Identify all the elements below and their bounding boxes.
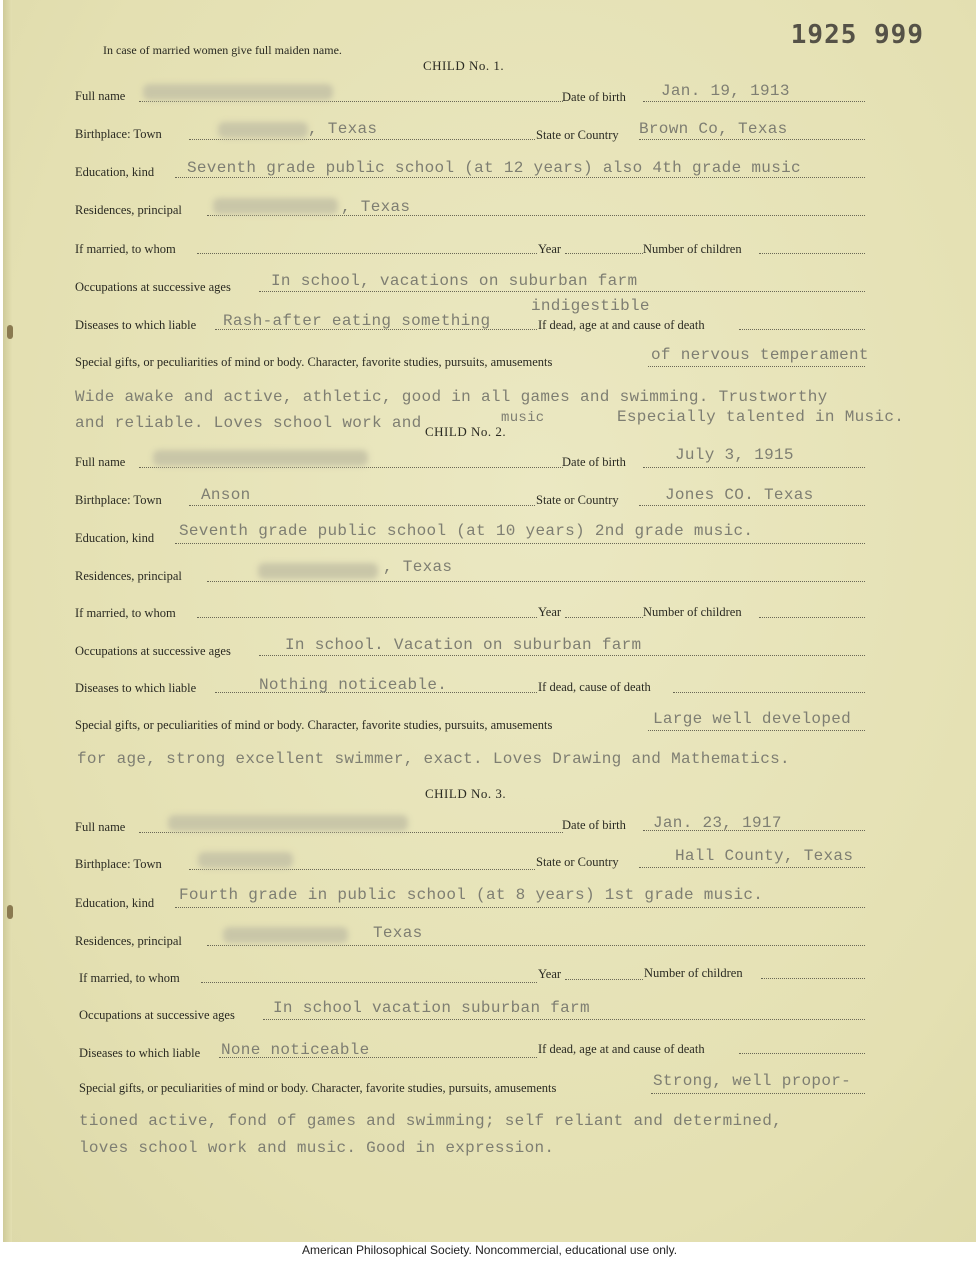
page-edge <box>3 0 12 1242</box>
label-birthplace: Birthplace: Town <box>75 493 162 507</box>
label-occupations: Occupations at successive ages <box>75 644 231 658</box>
child-2-dob: July 3, 1915 <box>675 446 794 464</box>
label-children: Number of children <box>643 605 742 619</box>
label-education: Education, kind <box>75 896 155 910</box>
fill-line <box>175 543 865 544</box>
fill-line <box>565 253 643 254</box>
child-3-residence: Texas <box>373 924 423 942</box>
fill-line <box>673 692 865 693</box>
binding-mark <box>7 325 13 339</box>
child-1-state: Brown Co, Texas <box>639 120 788 138</box>
label-state: State or Country <box>536 128 619 142</box>
maiden-name-note: In case of married women give full maiden name. <box>103 43 342 57</box>
redacted-residence <box>223 927 348 943</box>
label-dob: Date of birth <box>562 90 626 104</box>
fill-line <box>739 1053 865 1054</box>
child-1-gifts-3-insert: music <box>501 410 545 426</box>
fill-line <box>565 617 643 618</box>
fill-line <box>759 253 865 254</box>
fill-line <box>565 979 643 980</box>
child-2-state: Jones CO. Texas <box>665 486 814 504</box>
fill-line <box>207 945 865 946</box>
archive-credit-footer: American Philosophical Society. Noncommercial, educational use only. <box>301 1243 678 1257</box>
label-residences: Residences, principal <box>75 934 182 948</box>
fill-line <box>139 832 563 833</box>
fill-line <box>639 505 865 506</box>
label-dob: Date of birth <box>562 455 626 469</box>
label-married: If married, to whom <box>75 242 176 256</box>
label-residences: Residences, principal <box>75 203 182 217</box>
fill-line <box>189 869 535 870</box>
label-if-dead: If dead, age at and cause of death <box>538 318 705 332</box>
child-3-dob: Jan. 23, 1917 <box>653 814 782 832</box>
child-1-gifts-3b: Especially talented in Music. <box>617 408 905 426</box>
fill-line <box>259 655 865 656</box>
child-3-gifts-3: loves school work and music. Good in expression. <box>79 1139 555 1157</box>
child-2-occupations: In school. Vacation on suburban farm <box>285 636 642 654</box>
child-1-diseases-insert: indigestible <box>531 297 650 315</box>
fill-line <box>761 978 865 979</box>
label-married: If married, to whom <box>79 971 180 985</box>
archive-number-stamp: 1925 999 <box>790 20 924 50</box>
child-1-dob: Jan. 19, 1913 <box>661 82 790 100</box>
child-1-town: , Texas <box>308 120 378 138</box>
redacted-name <box>168 815 408 831</box>
child-3-heading: CHILD No. 3. <box>425 786 507 801</box>
label-state: State or Country <box>536 855 619 869</box>
child-1-residence: , Texas <box>341 198 411 216</box>
label-special-gifts: Special gifts, or peculiarities of mind or body. Character, favorite studies, pursuits, amusements <box>79 1081 557 1095</box>
child-1-gifts-1: of nervous temperament <box>651 346 869 364</box>
fill-line <box>648 730 865 731</box>
fill-line <box>639 867 865 868</box>
fill-line <box>175 907 865 908</box>
label-year: Year <box>538 967 562 981</box>
fill-line <box>175 177 865 178</box>
redacted-town <box>218 122 308 138</box>
child-2-education: Seventh grade public school (at 10 years) 2nd grade music. <box>179 522 754 540</box>
child-1-education: Seventh grade public school (at 12 years) also 4th grade music <box>187 159 801 177</box>
child-2-town: Anson <box>201 486 251 504</box>
label-special-gifts: Special gifts, or peculiarities of mind or body. Character, favorite studies, pursuits, amusements <box>75 355 553 369</box>
fill-line <box>189 505 535 506</box>
child-2-heading: CHILD No. 2. <box>425 424 507 439</box>
label-year: Year <box>538 242 562 256</box>
redacted-name <box>143 84 333 100</box>
fill-line <box>739 329 865 330</box>
child-2-residence: , Texas <box>383 558 453 576</box>
fill-line <box>648 366 865 367</box>
child-3-state: Hall County, Texas <box>675 847 854 865</box>
label-special-gifts: Special gifts, or peculiarities of mind or body. Character, favorite studies, pursuits, amusements <box>75 718 553 732</box>
child-2-gifts-1: Large well developed <box>653 710 852 728</box>
child-1-heading: CHILD No. 1. <box>423 58 505 73</box>
child-2-gifts-2: for age, strong excellent swimmer, exact. Loves Drawing and Mathematics. <box>77 750 790 768</box>
label-full-name: Full name <box>75 455 126 469</box>
child-3-gifts-1: Strong, well propor- <box>653 1072 852 1090</box>
child-1-gifts-3: and reliable. Loves school work and <box>75 414 422 432</box>
label-children: Number of children <box>643 242 742 256</box>
label-diseases: Diseases to which liable <box>79 1046 201 1060</box>
fill-line <box>207 215 865 216</box>
label-residences: Residences, principal <box>75 569 182 583</box>
label-married: If married, to whom <box>75 606 176 620</box>
label-birthplace: Birthplace: Town <box>75 857 162 871</box>
label-full-name: Full name <box>75 89 126 103</box>
fill-line <box>643 467 865 468</box>
fill-line <box>651 1093 865 1094</box>
label-diseases: Diseases to which liable <box>75 681 197 695</box>
fill-line <box>197 253 537 254</box>
fill-line <box>759 617 865 618</box>
label-state: State or Country <box>536 493 619 507</box>
child-3-gifts-2: tioned active, fond of games and swimming; self reliant and determined, <box>79 1112 783 1130</box>
label-occupations: Occupations at successive ages <box>79 1008 235 1022</box>
label-children: Number of children <box>644 966 743 980</box>
fill-line <box>189 139 535 140</box>
child-1-gifts-2: Wide awake and active, athletic, good in all games and swimming. Trustworthy <box>75 388 828 406</box>
label-if-dead: If dead, cause of death <box>538 680 651 694</box>
fill-line <box>643 101 865 102</box>
fill-line <box>139 467 563 468</box>
binding-mark <box>7 905 13 919</box>
child-3-diseases: None noticeable <box>221 1041 370 1059</box>
child-3-education: Fourth grade in public school (at 8 years) 1st grade music. <box>179 886 764 904</box>
redacted-residence <box>258 563 378 579</box>
fill-line <box>197 617 537 618</box>
child-1-occupations: In school, vacations on suburban farm <box>271 272 638 290</box>
label-year: Year <box>538 605 562 619</box>
redacted-name <box>153 450 368 466</box>
label-diseases: Diseases to which liable <box>75 318 197 332</box>
form-page <box>3 0 976 1242</box>
fill-line <box>139 101 563 102</box>
redacted-town <box>198 852 293 868</box>
child-1-diseases: Rash-after eating something <box>223 312 491 330</box>
label-birthplace: Birthplace: Town <box>75 127 162 141</box>
label-education: Education, kind <box>75 165 155 179</box>
label-if-dead: If dead, age at and cause of death <box>538 1042 705 1056</box>
child-2-diseases: Nothing noticeable. <box>259 676 448 694</box>
fill-line <box>263 1019 865 1020</box>
child-3-occupations: In school vacation suburban farm <box>273 999 590 1017</box>
fill-line <box>639 139 865 140</box>
label-dob: Date of birth <box>562 818 626 832</box>
label-education: Education, kind <box>75 531 155 545</box>
label-occupations: Occupations at successive ages <box>75 280 231 294</box>
redacted-residence <box>213 198 338 214</box>
fill-line <box>201 982 537 983</box>
fill-line <box>207 581 865 582</box>
label-full-name: Full name <box>75 820 126 834</box>
fill-line <box>259 291 865 292</box>
